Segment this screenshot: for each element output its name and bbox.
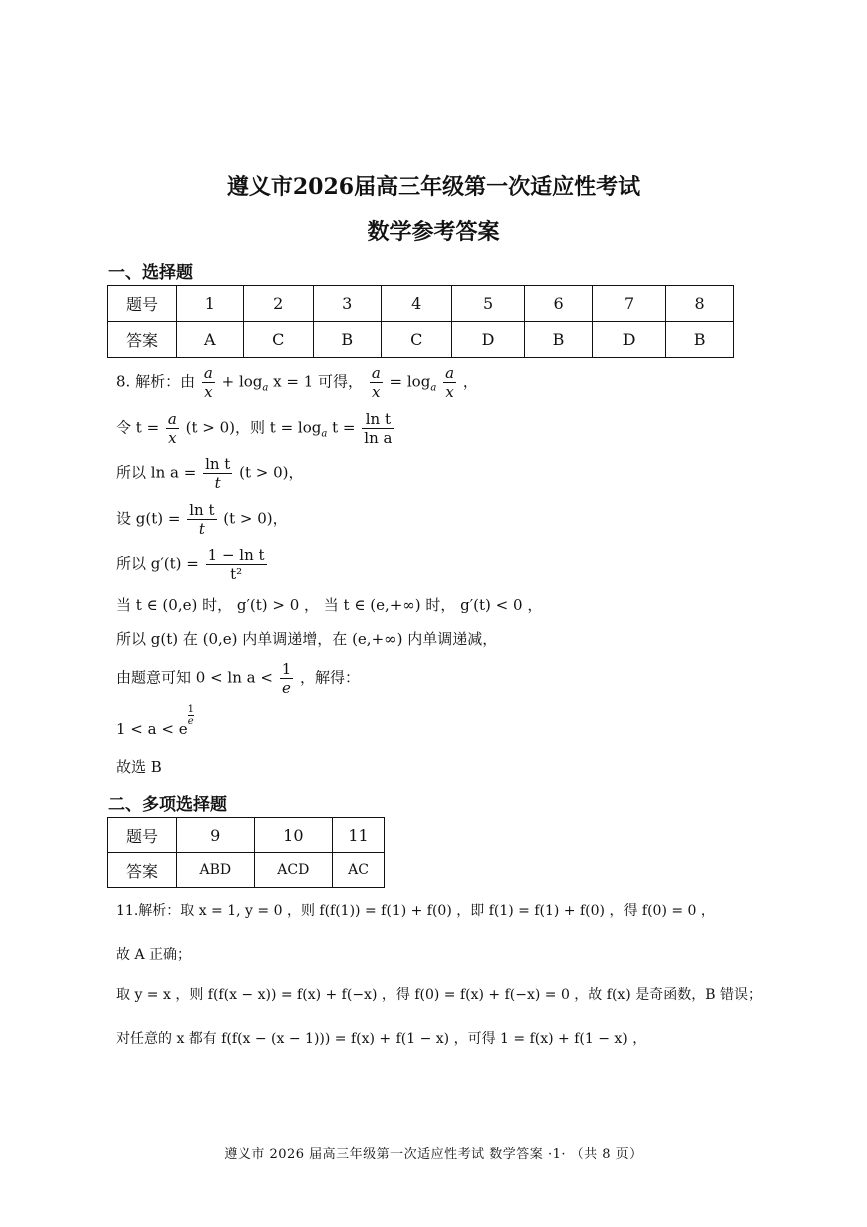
answer-cell: ACD xyxy=(254,853,333,888)
q11-line-2: 故 A 正确； xyxy=(116,947,192,963)
numerator: ln t xyxy=(189,501,215,519)
fraction-a-over-x xyxy=(443,364,456,401)
log-base: a xyxy=(262,382,269,394)
multi-choice-answer-table xyxy=(107,817,385,888)
q8-text: = log xyxy=(389,372,431,391)
question-number-cell: 8 xyxy=(666,286,734,322)
q8-text: t = xyxy=(332,418,356,437)
numerator: 1 − ln t xyxy=(207,546,265,564)
question-number-cell: 11 xyxy=(333,818,385,853)
q8-text: 由题意可知 0 < ln a < xyxy=(116,668,273,687)
q11-line-1: 11.解析：取 x = 1, y = 0 ，则 f(f(1)) = f(1) + f(0) ，即 f(1) = f(1) + f(0) ，得 f(0) = 0 ， xyxy=(116,903,715,919)
q8-line-4 xyxy=(116,501,288,538)
fraction-one-over-e xyxy=(280,660,294,697)
question-number-cell: 1 xyxy=(177,286,244,322)
answer-cell: A xyxy=(177,322,244,358)
table-row xyxy=(108,322,734,358)
answer-cell: AC xyxy=(333,853,385,888)
q8-text: (t > 0)， xyxy=(239,463,304,482)
q8-text: 所以 ln a = xyxy=(116,463,197,482)
question-number-cell: 10 xyxy=(254,818,333,853)
q8-line-10: 故选 B xyxy=(116,758,162,776)
q8-line-2 xyxy=(116,410,396,447)
question-number-cell: 9 xyxy=(177,818,255,853)
section-heading-single-choice: 一、选择题 xyxy=(108,263,193,283)
q8-line-6: 当 t ∈ (0,e) 时， g′(t) > 0 ， 当 t ∈ (e,+∞) 时， g′(t) < 0 ， xyxy=(116,596,543,614)
answer-cell: B xyxy=(525,322,593,358)
numerator: ln t xyxy=(362,410,394,429)
log-base: a xyxy=(430,382,437,394)
numerator: a xyxy=(167,410,177,428)
numerator: a xyxy=(203,364,213,382)
table-header-cell: 答案 xyxy=(108,853,177,888)
question-number-cell: 4 xyxy=(381,286,451,322)
numerator: a xyxy=(371,364,381,382)
q8-text: (t > 0)，则 t = log xyxy=(185,418,322,437)
denominator: t² xyxy=(230,565,243,583)
q8-line-5 xyxy=(116,546,269,583)
q8-text: 8. 解析：由 xyxy=(116,372,196,391)
q8-text: 令 t = xyxy=(116,418,160,437)
table-header-cell: 题号 xyxy=(108,286,177,322)
q8-text: ，解得： xyxy=(300,668,361,687)
denominator: t xyxy=(214,474,221,492)
denominator: x xyxy=(204,383,213,401)
answer-cell: ABD xyxy=(177,853,255,888)
q8-text: + log xyxy=(221,372,263,391)
table-row xyxy=(108,853,385,888)
q8-line-9 xyxy=(116,704,194,741)
denominator: ln a xyxy=(364,429,393,447)
fraction-derivative xyxy=(206,546,267,583)
q8-text: 1 < a < e xyxy=(116,720,188,738)
single-choice-answer-table xyxy=(107,285,734,358)
log-base: a xyxy=(321,428,328,440)
answer-cell: D xyxy=(592,322,665,358)
q8-line-1 xyxy=(116,364,478,401)
question-number-cell: 6 xyxy=(525,286,593,322)
fraction-lnt-over-lna xyxy=(362,410,394,447)
denominator: x xyxy=(372,383,381,401)
page-title: 遵义市2026届高三年级第一次适应性考试 xyxy=(226,174,641,200)
answer-cell: B xyxy=(666,322,734,358)
question-number-cell: 2 xyxy=(243,286,313,322)
q11-line-4: 对任意的 x 都有 f(f(x − (x − 1))) = f(x) + f(1 − x) ，可得 1 = f(x) + f(1 − x) ， xyxy=(116,1031,647,1047)
fraction-a-over-x xyxy=(166,410,179,447)
q8-text: (t > 0)， xyxy=(223,509,288,528)
table-row xyxy=(108,818,385,853)
denominator: x xyxy=(168,429,177,447)
section-heading-multi-choice: 二、多项选择题 xyxy=(108,795,227,815)
page-subtitle: 数学参考答案 xyxy=(367,219,500,245)
question-number-cell: 5 xyxy=(451,286,524,322)
table-row xyxy=(108,286,734,322)
answer-cell: C xyxy=(243,322,313,358)
page-footer: 遵义市 2026 届高三年级第一次适应性考试 数学答案 ·1· （共 8 页） xyxy=(224,1147,643,1162)
question-number-cell: 7 xyxy=(592,286,665,322)
q8-text: 所以 g′(t) = xyxy=(116,554,199,573)
denominator: x xyxy=(445,383,454,401)
numerator: ln t xyxy=(205,455,231,473)
numerator: a xyxy=(445,364,455,382)
q8-line-7: 所以 g(t) 在 (0,e) 内单调递增，在 (e,+∞) 内单调递减， xyxy=(116,630,498,648)
numerator: 1 xyxy=(187,704,194,715)
denominator: t xyxy=(198,520,205,538)
q11-line-3: 取 y = x ，则 f(f(x − x)) = f(x) + f(−x) ，得 f(0) = f(x) + f(−x) = 0 ，故 f(x) 是奇函数，B 错误； xyxy=(116,987,762,1003)
fraction-lnt-over-t xyxy=(203,455,232,492)
q8-line-8 xyxy=(116,660,360,697)
numerator: 1 xyxy=(281,660,292,678)
fraction-lnt-over-t xyxy=(187,501,216,538)
q8-text: x = 1 可得， xyxy=(273,372,364,391)
q8-line-3 xyxy=(116,455,304,492)
answer-cell: C xyxy=(381,322,451,358)
answer-cell: D xyxy=(451,322,524,358)
q8-text: ， xyxy=(462,372,478,391)
fraction-a-over-x xyxy=(202,364,215,401)
answer-cell: B xyxy=(313,322,381,358)
question-number-cell: 3 xyxy=(313,286,381,322)
q8-text: 设 g(t) = xyxy=(116,509,181,528)
fraction-a-over-x xyxy=(370,364,383,401)
table-header-cell: 答案 xyxy=(108,322,177,358)
table-header-cell: 题号 xyxy=(108,818,177,853)
exponent-one-over-e xyxy=(188,704,194,727)
denominator: e xyxy=(187,716,194,727)
denominator: e xyxy=(282,679,291,697)
